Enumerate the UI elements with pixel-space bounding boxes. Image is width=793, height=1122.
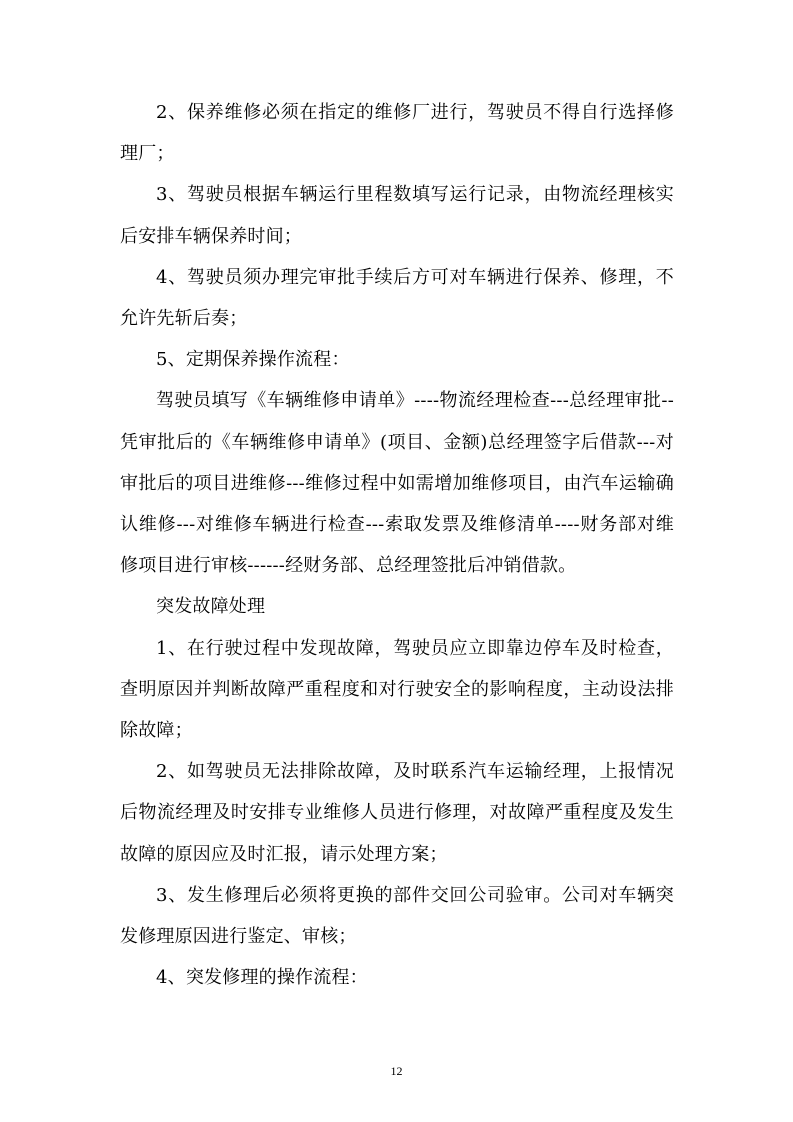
document-body [120, 92, 674, 998]
paragraph-sudden-repair-flow-heading: 4、突发修理的操作流程： [156, 967, 368, 989]
paragraph-regular-maintenance-flow: 驾驶员填写《车辆维修申请单》----物流经理检查---总经理审批--凭审批后的《车辆维修申请单》(项目、金额)总经理签字后借款---对审批后的项目进维修---维修过程中如需增加维修项目，由汽车运输确认维修---对维修车辆进行检查---索取发票及维修清单----财务部对维修项目进行审核------经财务部、总经理签批后冲销借款。 [120, 390, 674, 577]
paragraph-regular-maintenance-heading: 5、定期保养操作流程： [156, 349, 350, 371]
paragraph-approval-before-repair: 4、驾驶员须办理完审批手续后方可对车辆进行保养、修理，不允许先斩后奏； [120, 266, 674, 330]
paragraph-failure-report: 2、如驾驶员无法排除故障，及时联系汽车运输经理，上报情况后物流经理及时安排专业维修人员进行修理，对故障严重程度及发生故障的原因应及时汇报，请示处理方案； [120, 761, 674, 865]
section-heading-sudden-failure: 突发故障处理 [156, 596, 266, 618]
paragraph-return-parts: 3、发生修理后必须将更换的部件交回公司验审。公司对车辆突发修理原因进行鉴定、审核； [120, 884, 674, 948]
paragraph-mileage-record: 3、驾驶员根据车辆运行里程数填写运行记录，由物流经理核实后安排车辆保养时间； [120, 184, 674, 247]
page-number: 12 [390, 1064, 403, 1078]
paragraph-maintenance-designated-shop: 2、保养维修必须在指定的维修厂进行，驾驶员不得自行选择修理厂； [120, 102, 674, 165]
paragraph-failure-on-road: 1、在行驶过程中发现故障，驾驶员应立即靠边停车及时检查，查明原因并判断故障严重程度和对行驶安全的影响程度，主动设法排除故障； [120, 637, 674, 742]
